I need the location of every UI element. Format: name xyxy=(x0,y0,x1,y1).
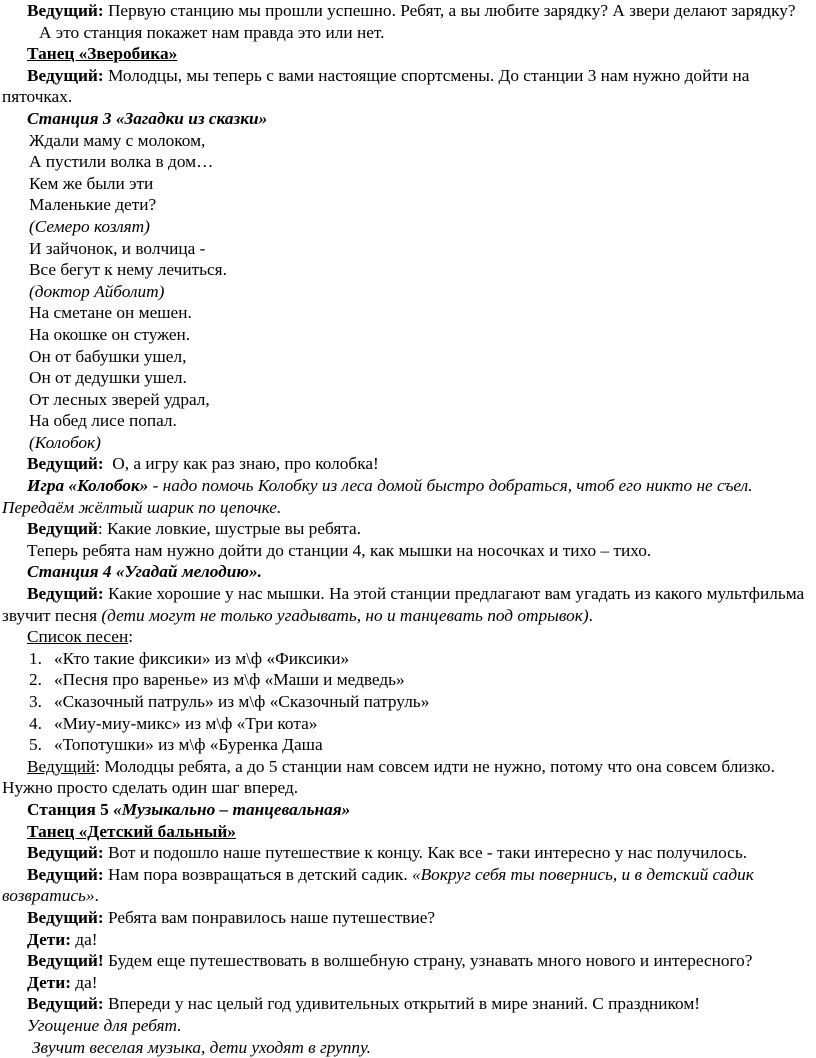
riddle-1 xyxy=(2,130,808,238)
speaker-label: Ведущий: xyxy=(27,454,104,473)
host-line-5 xyxy=(2,518,808,540)
speaker-label: Ведущий xyxy=(27,757,95,776)
song-text: «Кто такие фиксики» из м\ф «Фиксики» xyxy=(54,648,349,670)
line-text: Будем еще путешествовать в волшебную страну, узнавать много нового и интересного? xyxy=(104,951,753,970)
list-item xyxy=(29,691,808,713)
host-line-3 xyxy=(2,65,808,108)
line-text: Молодцы, мы теперь с вами настоящие спортсмены. До станции 3 нам нужно дойти на пяточках. xyxy=(2,66,749,107)
riddle-line: Все бегут к нему лечиться. xyxy=(29,259,808,281)
speaker-label: Ведущий: xyxy=(27,908,104,927)
station-5-name: «Музыкально – танцевальная» xyxy=(113,800,350,819)
riddle-line: От лесных зверей удрал, xyxy=(29,389,808,411)
station-3-title: Станция 3 «Загадки из сказки» xyxy=(2,108,808,130)
line-end: . xyxy=(95,886,99,905)
game-text: - надо помочь Колобку из леса домой быстро добраться, чтоб его никто не съел. Передаём жёлтый шарик по цепочке. xyxy=(2,476,753,517)
list-item xyxy=(29,713,808,735)
line-text: О, а игру как раз знаю, про колобка! xyxy=(104,454,379,473)
game-title: Игра «Колобок» xyxy=(27,476,148,495)
riddle-2 xyxy=(2,238,808,303)
riddle-line: На сметане он мешен. xyxy=(29,302,808,324)
song-text: «Сказочный патруль» из м\ф «Сказочный патруль» xyxy=(54,691,429,713)
riddle-line: Он от дедушки ушел. xyxy=(29,367,808,389)
host-line-13 xyxy=(2,950,808,972)
children-line-14 xyxy=(2,972,808,994)
line-italic-note: (дети могут не только угадывать, но и танцевать под отрывок) xyxy=(101,606,588,625)
speaker-label: Ведущий: xyxy=(27,843,104,862)
songs-colon: : xyxy=(128,627,133,646)
list-number: 3. xyxy=(29,691,54,713)
host-line-1 xyxy=(2,0,808,22)
speaker-label: Ведущий! xyxy=(27,951,104,970)
treat-line: Угощение для ребят. xyxy=(2,1015,808,1037)
song-text: «Топотушки» из м\ф «Буренка Даша xyxy=(54,734,323,756)
list-item xyxy=(29,734,808,756)
riddle-line: Кем же были эти xyxy=(29,173,808,195)
list-number: 2. xyxy=(29,669,54,691)
children-line-12 xyxy=(2,929,808,951)
transition-line: Теперь ребята нам нужно дойти до станции 4, как мышки на носочках и тихо – тихо. xyxy=(2,540,808,562)
riddle-line: И зайчонок, и волчица - xyxy=(29,238,808,260)
line-text: Ребята вам понравилось наше путешествие? xyxy=(104,908,435,927)
speaker-label: Ведущий: xyxy=(27,1,104,20)
line-end: . xyxy=(589,606,593,625)
riddle-3 xyxy=(2,302,808,453)
line-text: Первую станцию мы прошли успешно. Ребят, а вы любите зарядку? А звери делают зарядку? xyxy=(104,1,796,20)
line-text: Впереди у нас целый год удивительных открытий в мире знаний. С праздником! xyxy=(104,994,700,1013)
riddle-line: Он от бабушки ушел, xyxy=(29,346,808,368)
list-item xyxy=(29,669,808,691)
speaker-label: Ведущий: xyxy=(27,865,104,884)
line-text: : Молодцы ребята, а до 5 станции нам совсем идти не нужно, потому что она совсем близко. Нужно просто сделать один шаг вперед. xyxy=(2,757,775,798)
host-line-10 xyxy=(2,864,808,907)
riddle-line: На окошке он стужен. xyxy=(29,324,808,346)
songs-label: Список песен xyxy=(27,627,128,646)
game-description xyxy=(2,475,808,518)
speaker-label: Дети: xyxy=(27,973,71,992)
host-line-9 xyxy=(2,842,808,864)
line-text: Нам пора возвращаться в детский садик. xyxy=(104,865,412,884)
riddle-line: Маленькие дети? xyxy=(29,194,808,216)
song-text: «Миу-миу-микс» из м\ф «Три кота» xyxy=(54,713,317,735)
line-text: да! xyxy=(71,973,98,992)
riddle-line: На обед лисе попал. xyxy=(29,410,808,432)
riddle-line: А пустили волка в дом… xyxy=(29,151,808,173)
host-line-8 xyxy=(2,756,808,799)
speaker-label: Ведущий: xyxy=(27,66,104,85)
dance-title-2: Танец «Детский бальный» xyxy=(2,821,808,843)
song-text: «Песня про варенье» из м\ф «Маши и медведь» xyxy=(54,669,405,691)
dance-title-1: Танец «Зверобика» xyxy=(2,43,808,65)
line-text: Вот и подошло наше путешествие к концу. Как все - таки интересно у нас получилось. xyxy=(104,843,747,862)
riddle-answer: (Колобок) xyxy=(29,432,808,454)
closing-line: Звучит веселая музыка, дети уходят в группу. xyxy=(2,1037,808,1058)
host-line-11 xyxy=(2,907,808,929)
speaker-label: Ведущий: xyxy=(27,994,104,1013)
station-5-title xyxy=(2,799,808,821)
list-number: 4. xyxy=(29,713,54,735)
station-5-label: Станция 5 xyxy=(27,800,113,819)
line-italic-note: «Вокруг себя ты повернись, и в детский садик возвратись» xyxy=(2,865,754,906)
songs-heading xyxy=(2,626,808,648)
speaker-label: Дети: xyxy=(27,930,71,949)
line-text: Какие хорошие у нас мышки. На этой станции предлагают вам угадать из какого мультфильма звучит песня xyxy=(2,584,804,625)
list-item xyxy=(29,648,808,670)
riddle-answer: (Семеро козлят) xyxy=(29,216,808,238)
songs-list xyxy=(2,648,808,756)
list-number: 5. xyxy=(29,734,54,756)
list-number: 1. xyxy=(29,648,54,670)
station-intro-line: А это станция покажет нам правда это или нет. xyxy=(2,22,808,44)
host-line-4 xyxy=(2,453,808,475)
riddle-answer: (доктор Айболит) xyxy=(29,281,808,303)
speaker-label: Ведущий: xyxy=(27,584,104,603)
host-line-15 xyxy=(2,993,808,1015)
line-text: да! xyxy=(71,930,98,949)
station-4-title: Станция 4 «Угадай мелодию». xyxy=(2,561,808,583)
line-text: : Какие ловкие, шустрые вы ребята. xyxy=(98,519,361,538)
riddle-line: Ждали маму с молоком, xyxy=(29,130,808,152)
host-line-7 xyxy=(2,583,808,626)
speaker-label: Ведущий xyxy=(27,519,98,538)
